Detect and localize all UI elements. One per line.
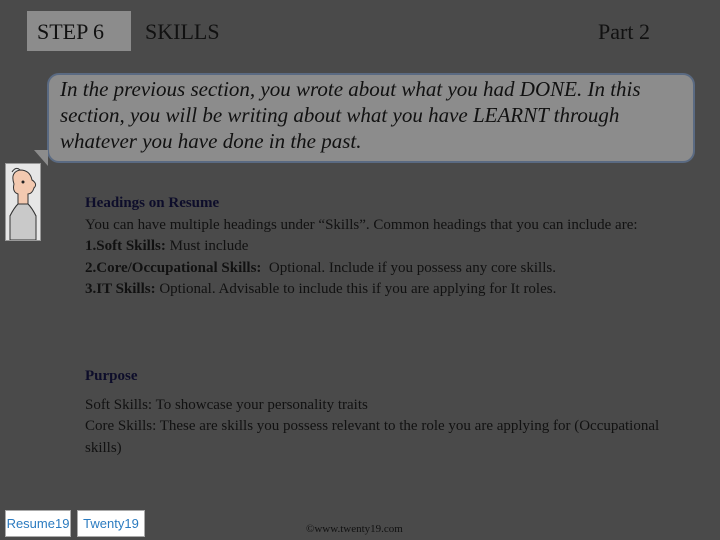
heading-item: [85, 279, 705, 301]
resume19-logo: Resume19: [5, 510, 71, 537]
step-label-box: [27, 11, 131, 51]
purpose-title: Purpose: [85, 368, 138, 384]
headings-title: Headings on Resume: [85, 195, 220, 211]
purpose-core-skills: Core Skills: These are skills you possess relevant to the role you are applying for (Occupational skills): [85, 418, 660, 456]
purpose-section: [85, 366, 685, 459]
heading-item-label: 1.Soft Skills:: [85, 238, 166, 254]
headings-intro: You can have multiple headings under “Skills”. Common headings that you can include are:: [85, 216, 638, 233]
step-label: STEP 6: [37, 19, 105, 44]
headings-section: [85, 193, 705, 301]
cartoon-person-image: [5, 163, 41, 241]
heading-item-text: Optional. Include if you possess any core skills.: [261, 259, 556, 276]
heading-item: [85, 236, 705, 258]
section-title: SKILLS: [145, 19, 220, 44]
heading-item: [85, 258, 705, 280]
speech-bubble-text: In the previous section, you wrote about what you had DONE. In this section, you will be writing about what you have LEARNT through whatever you have done in the past.: [60, 77, 641, 153]
twenty19-logo: Twenty19: [77, 510, 145, 537]
part-label: Part 2: [598, 19, 650, 44]
heading-item-label: 3.IT Skills:: [85, 281, 156, 297]
footer-copyright: ©www.twenty19.com: [306, 523, 403, 535]
purpose-soft-skills: Soft Skills: To showcase your personality traits: [85, 396, 368, 413]
cartoon-person-icon: [6, 164, 40, 240]
heading-item-text: Optional. Advisable to include this if you are applying for It roles.: [155, 281, 557, 297]
heading-item-text: Must include: [165, 238, 249, 254]
heading-item-label: 2.Core/Occupational Skills:: [85, 259, 262, 276]
